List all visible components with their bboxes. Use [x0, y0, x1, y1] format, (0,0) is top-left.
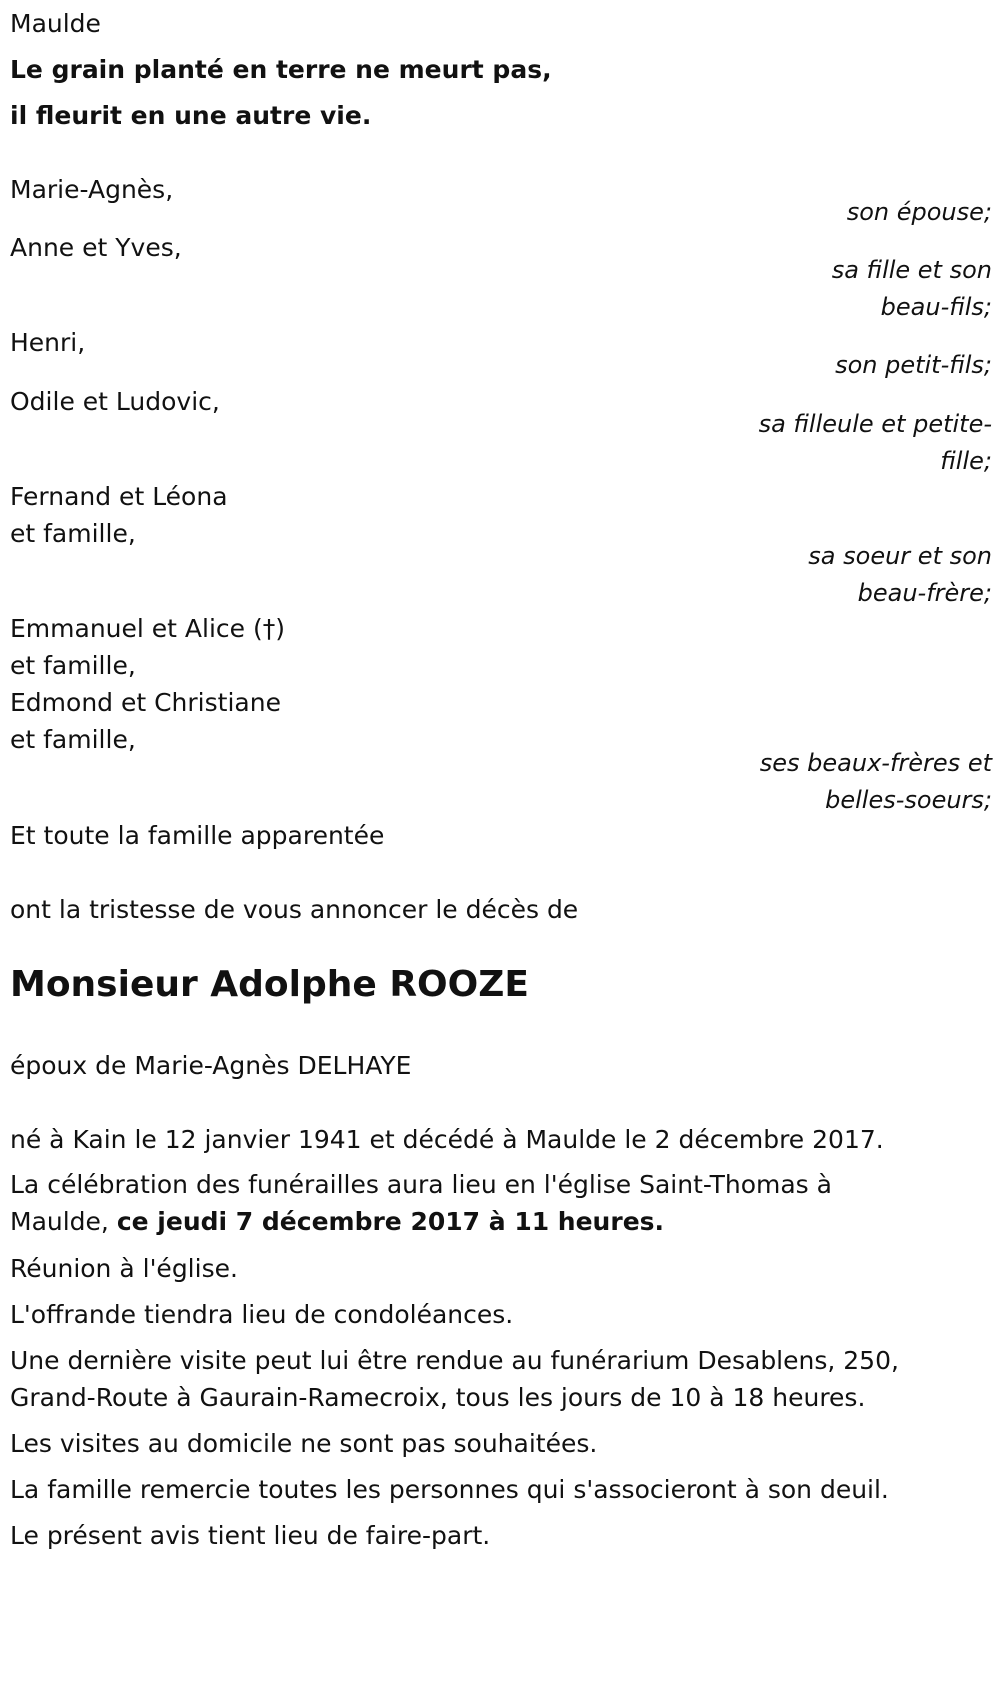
no-home-visits-line: Les visites au domicile ne sont pas souhaitées.	[10, 1429, 598, 1458]
offrande-line: L'offrande tiendra lieu de condoléances.	[10, 1300, 514, 1329]
reunion-line: Réunion à l'église.	[10, 1254, 238, 1283]
family-member-odile-ludovic: Odile et Ludovic,	[10, 387, 220, 416]
family-et-famille-2: et famille,	[10, 651, 136, 680]
verse-line-2: il fleurit en une autre vie.	[10, 101, 372, 130]
deceased-name: Monsieur Adolphe ROOZE	[10, 964, 529, 1005]
family-role-epouse: son épouse;	[846, 198, 992, 226]
verse-line-1: Le grain planté en terre ne meurt pas,	[10, 55, 552, 84]
family-role-petit-fils: son petit-fils;	[835, 351, 992, 379]
announcement-intro: ont la tristesse de vous annoncer le décès de	[10, 895, 579, 924]
family-toute-famille: Et toute la famille apparentée	[10, 821, 385, 850]
family-member-edmond-christiane: Edmond et Christiane	[10, 688, 281, 717]
thanks-line: La famille remercie toutes les personnes qui s'associeront à son deuil.	[10, 1475, 889, 1504]
family-role-filleule-line-2: fille;	[940, 447, 992, 475]
family-role-fille-line-1: sa fille et son	[831, 256, 992, 284]
family-et-famille-1: et famille,	[10, 519, 136, 548]
family-member-henri: Henri,	[10, 328, 86, 357]
ceremony-place: Maulde,	[10, 1207, 117, 1236]
family-role-fille-line-2: beau-fils;	[880, 293, 992, 321]
ceremony-line-1: La célébration des funérailles aura lieu en l'église Saint-Thomas à	[10, 1170, 832, 1199]
family-member-emmanuel-alice: Emmanuel et Alice (†)	[10, 614, 285, 643]
family-role-beaux-line-1: ses beaux-frères et	[759, 749, 992, 777]
faire-part-line: Le présent avis tient lieu de faire-part.	[10, 1521, 491, 1550]
family-member-fernand-leona: Fernand et Léona	[10, 482, 228, 511]
family-member-anne-yves: Anne et Yves,	[10, 233, 182, 262]
visit-line-2: Grand-Route à Gaurain-Ramecroix, tous les jours de 10 à 18 heures.	[10, 1383, 866, 1412]
family-member-marie-agnes: Marie-Agnès,	[10, 175, 174, 204]
visit-line-1: Une dernière visite peut lui être rendue au funérarium Desablens, 250,	[10, 1346, 899, 1375]
family-role-beaux-line-2: belles-soeurs;	[825, 786, 992, 814]
family-role-filleule-line-1: sa filleule et petite-	[758, 410, 992, 438]
spouse-of: époux de Marie-Agnès DELHAYE	[10, 1051, 412, 1080]
family-role-soeur-line-2: beau-frère;	[857, 579, 992, 607]
family-role-soeur-line-1: sa soeur et son	[808, 542, 992, 570]
ceremony-line-2	[10, 1202, 664, 1242]
birth-death-line: né à Kain le 12 janvier 1941 et décédé à Maulde le 2 décembre 2017.	[10, 1125, 884, 1154]
ceremony-date: ce jeudi 7 décembre 2017 à 11 heures.	[116, 1207, 665, 1236]
family-et-famille-3: et famille,	[10, 725, 136, 754]
place-name: Maulde	[10, 9, 101, 38]
